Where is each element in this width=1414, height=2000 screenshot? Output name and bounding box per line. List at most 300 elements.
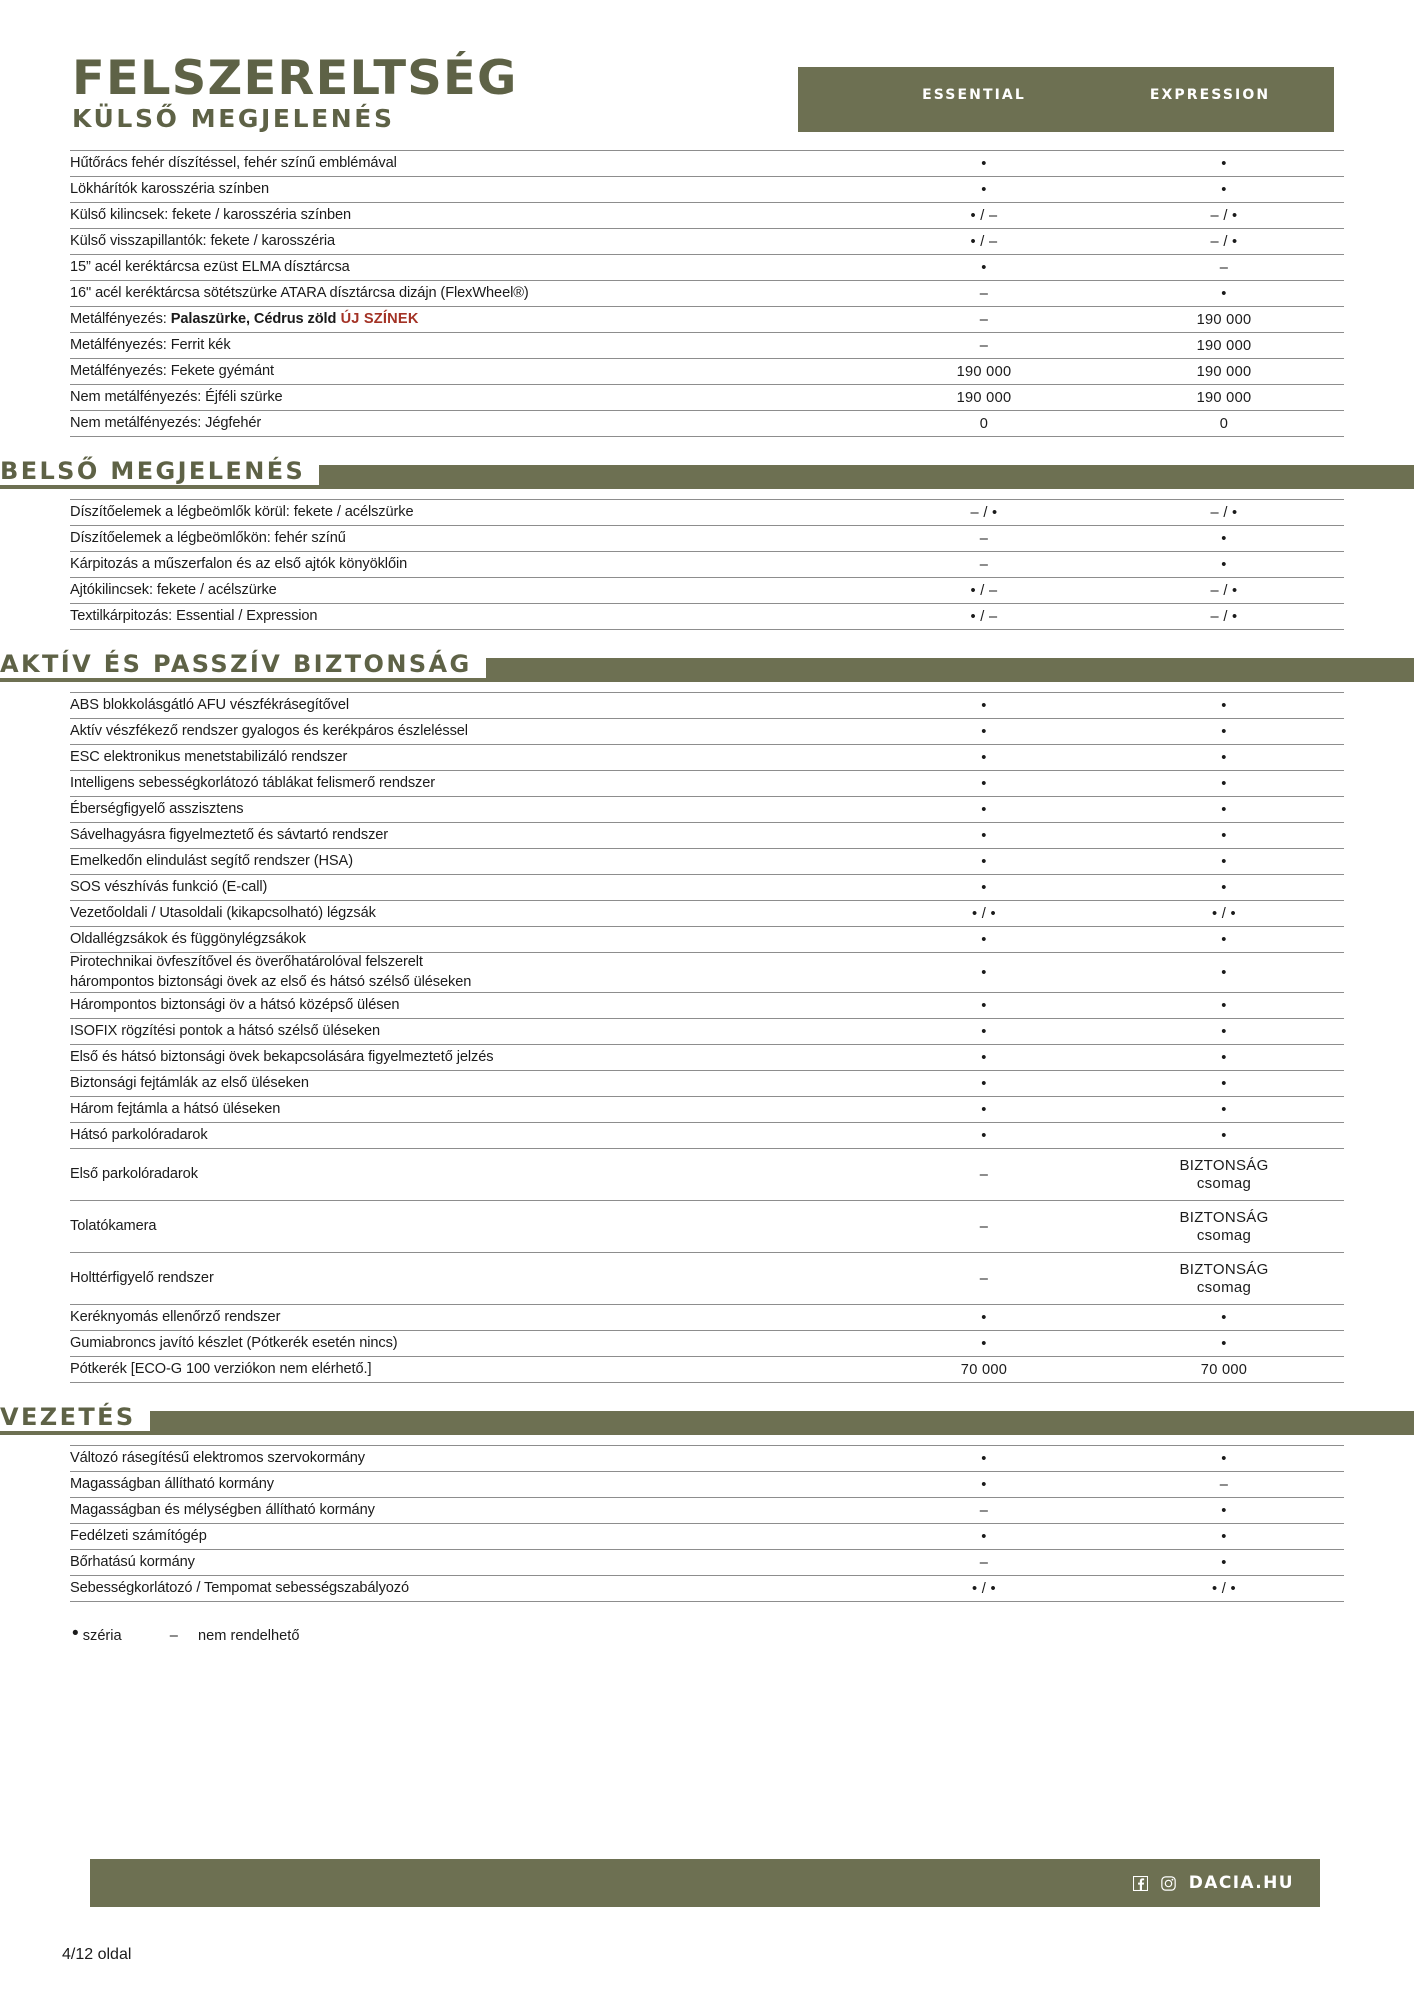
row-label-text: Hárompontos biztonsági öv a hátsó középső ülésen	[70, 996, 400, 1013]
row-value-expression	[1104, 526, 1344, 552]
value-expression-line1: BIZTONSÁG	[1179, 1156, 1269, 1174]
value-expression-text: •	[1221, 1127, 1227, 1144]
row-value-essential	[864, 500, 1104, 526]
value-essential-text: 0	[979, 415, 989, 432]
row-value-expression	[1104, 1446, 1344, 1472]
legend-dash-text: nem rendelhető	[198, 1628, 300, 1644]
row-label-text: Külső visszapillantók: fekete / karosszéria	[70, 232, 335, 249]
table-row	[70, 307, 1344, 333]
row-value-expression	[1104, 385, 1344, 411]
value-expression-text: •	[1221, 931, 1227, 948]
row-label	[70, 1071, 864, 1097]
spec-table-belso	[70, 499, 1344, 630]
row-label	[70, 901, 864, 927]
row-value-essential	[864, 953, 1104, 993]
row-value-essential	[864, 1498, 1104, 1524]
value-essential-text: •	[981, 853, 987, 870]
row-label-text: Biztonsági fejtámlák az első üléseken	[70, 1074, 309, 1091]
row-label-text: Három fejtámla a hátsó üléseken	[70, 1100, 281, 1117]
row-value-expression	[1104, 255, 1344, 281]
row-label	[70, 281, 864, 307]
row-label-text: Aktív vészfékező rendszer gyalogos és kerékpáros észleléssel	[70, 722, 468, 739]
value-essential-text: •	[981, 723, 987, 740]
value-essential-text: –	[979, 311, 989, 328]
row-label	[70, 1498, 864, 1524]
row-value-essential	[864, 1149, 1104, 1201]
row-value-essential	[864, 1446, 1104, 1472]
table-row	[70, 1576, 1344, 1602]
row-label	[70, 1357, 864, 1383]
page-number: 4/12 oldal	[62, 1946, 132, 1963]
row-label	[70, 552, 864, 578]
row-label	[70, 203, 864, 229]
row-label-text: Első és hátsó biztonsági övek bekapcsolására figyelmeztető jelzés	[70, 1048, 494, 1065]
table-row	[70, 255, 1344, 281]
value-essential-text: • / –	[970, 233, 998, 250]
row-value-essential	[864, 578, 1104, 604]
value-expression-text: – / •	[1210, 233, 1238, 250]
row-value-expression	[1104, 1045, 1344, 1071]
value-expression-text: •	[1221, 1023, 1227, 1040]
table-row	[70, 1071, 1344, 1097]
section-header-vezetes	[0, 1399, 1414, 1445]
row-value-essential	[864, 604, 1104, 630]
row-value-expression	[1104, 901, 1344, 927]
header-title-block	[72, 51, 518, 134]
row-label-text: Ajtókilincsek: fekete / acélszürke	[70, 581, 277, 598]
row-label-part: Metálfényezés:	[70, 310, 171, 327]
row-value-expression	[1104, 1550, 1344, 1576]
row-value-essential	[864, 1305, 1104, 1331]
value-expression-text: •	[1221, 1075, 1227, 1092]
row-value-essential	[864, 255, 1104, 281]
value-essential-text: • / •	[972, 905, 996, 922]
table-row	[70, 1123, 1344, 1149]
row-value-essential	[864, 1097, 1104, 1123]
row-value-essential	[864, 1576, 1104, 1602]
value-expression-text: •	[1221, 155, 1227, 172]
row-label	[70, 578, 864, 604]
row-value-essential	[864, 745, 1104, 771]
value-essential-text: • / –	[970, 582, 998, 599]
row-label	[70, 500, 864, 526]
table-row	[70, 1019, 1344, 1045]
value-expression-text: •	[1221, 964, 1227, 981]
row-label-text: Kárpitozás a műszerfalon és az első ajtók könyöklőin	[70, 555, 408, 572]
table-row	[70, 203, 1344, 229]
table-row	[70, 1045, 1344, 1071]
row-value-expression	[1104, 1019, 1344, 1045]
value-expression-text: •	[1221, 1309, 1227, 1326]
row-label	[70, 385, 864, 411]
table-row	[70, 797, 1344, 823]
value-expression-text: •	[1221, 997, 1227, 1014]
value-expression-line2: csomag	[1196, 1278, 1252, 1296]
row-label	[70, 745, 864, 771]
table-row	[70, 1550, 1344, 1576]
value-expression-text: •	[1221, 723, 1227, 740]
value-expression-line1: BIZTONSÁG	[1179, 1260, 1269, 1278]
row-label	[70, 1019, 864, 1045]
value-essential-text: • / –	[970, 207, 998, 224]
spec-table-vezetes	[70, 1445, 1344, 1602]
row-value-expression	[1104, 1071, 1344, 1097]
table-row	[70, 500, 1344, 526]
value-essential-text: •	[981, 155, 987, 172]
value-expression-text: •	[1221, 801, 1227, 818]
value-essential-text: –	[979, 1166, 989, 1183]
row-label	[70, 307, 864, 333]
row-label-part: Palaszürke, Cédrus zöld	[170, 310, 337, 327]
table-row	[70, 771, 1344, 797]
value-expression-text: •	[1221, 1335, 1227, 1352]
row-value-essential	[864, 797, 1104, 823]
value-essential-text: •	[981, 964, 987, 981]
value-expression-text: •	[1221, 1502, 1227, 1519]
value-essential-text: • / •	[972, 1580, 996, 1597]
row-value-essential	[864, 1019, 1104, 1045]
value-expression-text: • / •	[1212, 1580, 1236, 1597]
value-essential-text: •	[981, 997, 987, 1014]
row-label-text: Emelkedőn elindulást segítő rendszer (HSA)	[70, 852, 353, 869]
row-label	[70, 849, 864, 875]
row-label-text: Nem metálfényezés: Éjféli szürke	[70, 388, 283, 405]
table-row	[70, 745, 1344, 771]
spec-table-host	[0, 150, 1414, 1602]
row-value-essential	[864, 552, 1104, 578]
row-value-expression	[1104, 1253, 1344, 1305]
value-essential-text: –	[979, 337, 989, 354]
row-value-expression	[1104, 1149, 1344, 1201]
row-label-text: Gumiabroncs javító készlet (Pótkerék esetén nincs)	[70, 1334, 398, 1351]
row-value-essential	[864, 385, 1104, 411]
row-value-expression	[1104, 745, 1344, 771]
value-essential-text: •	[981, 749, 987, 766]
row-label-text: Metálfényezés: Ferrit kék	[70, 336, 231, 353]
row-value-essential	[864, 693, 1104, 719]
instagram-icon[interactable]	[1161, 1875, 1177, 1891]
row-label	[70, 1472, 864, 1498]
row-value-expression	[1104, 1123, 1344, 1149]
value-expression-text: •	[1221, 1450, 1227, 1467]
row-value-expression	[1104, 604, 1344, 630]
value-essential-text: – / •	[970, 504, 998, 521]
row-value-essential	[864, 526, 1104, 552]
table-row	[70, 1253, 1344, 1305]
table-row	[70, 177, 1344, 203]
row-label-text: Metálfényezés: Fekete gyémánt	[70, 362, 274, 379]
row-value-expression	[1104, 993, 1344, 1019]
value-essential-text: •	[981, 1450, 987, 1467]
row-label	[70, 719, 864, 745]
value-essential-text: –	[979, 285, 989, 302]
row-value-expression	[1104, 719, 1344, 745]
row-value-expression	[1104, 1524, 1344, 1550]
row-value-essential	[864, 875, 1104, 901]
row-label	[70, 177, 864, 203]
footer-url[interactable]: DACIA.HU	[1188, 1873, 1294, 1893]
legend	[72, 1624, 1414, 1646]
value-essential-text: –	[979, 1554, 989, 1571]
value-expression-text: •	[1221, 1554, 1227, 1571]
table-row	[70, 823, 1344, 849]
value-expression-text: • / •	[1212, 905, 1236, 922]
value-expression-text: •	[1221, 530, 1227, 547]
table-row	[70, 901, 1344, 927]
table-row	[70, 1498, 1344, 1524]
row-label	[70, 1253, 864, 1305]
row-value-expression	[1104, 281, 1344, 307]
row-label-text: Holttérfigyelő rendszer	[70, 1269, 214, 1286]
row-value-essential	[864, 229, 1104, 255]
row-label-text: Tolatókamera	[70, 1217, 157, 1234]
table-row	[70, 993, 1344, 1019]
spec-table-kulso	[70, 150, 1344, 437]
table-row	[70, 411, 1344, 437]
row-label-text: Éberségfigyelő asszisztens	[70, 800, 244, 817]
table-row	[70, 1472, 1344, 1498]
row-label-text: Magasságban és mélységben állítható kormány	[70, 1501, 375, 1518]
value-essential-text: •	[981, 1127, 987, 1144]
row-label	[70, 229, 864, 255]
row-label-text: ISOFIX rögzítési pontok a hátsó szélső üléseken	[70, 1022, 381, 1039]
row-value-essential	[864, 1550, 1104, 1576]
row-label-text: ESC elektronikus menetstabilizáló rendszer	[70, 748, 348, 765]
table-row	[70, 281, 1344, 307]
row-label-text: 16" acél keréktárcsa sötétszürke ATARA dísztárcsa dizájn (FlexWheel®)	[70, 284, 529, 301]
page-subtitle: KÜLSŐ MEGJELENÉS	[72, 104, 395, 134]
value-expression-line1: BIZTONSÁG	[1179, 1208, 1269, 1226]
table-row	[70, 875, 1344, 901]
table-row	[70, 1305, 1344, 1331]
section-title: AKTÍV ÉS PASSZÍV BIZTONSÁG	[0, 650, 486, 678]
value-expression-text: –	[1219, 1476, 1229, 1493]
row-label-text: Textilkárpitozás: Essential / Expression	[70, 607, 318, 624]
row-value-expression	[1104, 229, 1344, 255]
row-label-text: Pótkerék [ECO-G 100 verziókon nem elérhető.]	[70, 1360, 372, 1377]
row-label	[70, 1305, 864, 1331]
row-label-text: Első parkolóradarok	[70, 1165, 198, 1182]
value-essential-text: •	[981, 775, 987, 792]
row-label-text: Változó rásegítésű elektromos szervokormány	[70, 1449, 366, 1466]
row-label	[70, 875, 864, 901]
section-header-biztonsag	[0, 646, 1414, 692]
row-value-essential	[864, 1123, 1104, 1149]
value-essential-text: 70 000	[960, 1361, 1008, 1378]
value-essential-text: •	[981, 1049, 987, 1066]
row-value-expression	[1104, 1472, 1344, 1498]
row-value-expression	[1104, 927, 1344, 953]
value-expression-text: 190 000	[1196, 363, 1252, 380]
row-value-essential	[864, 823, 1104, 849]
table-row	[70, 359, 1344, 385]
value-essential-text: –	[979, 1218, 989, 1235]
row-value-expression	[1104, 823, 1344, 849]
value-expression-text: –	[1219, 259, 1229, 276]
row-value-expression	[1104, 849, 1344, 875]
value-essential-text: •	[981, 879, 987, 896]
table-row	[70, 1149, 1344, 1201]
value-essential-text: •	[981, 697, 987, 714]
value-essential-text: 190 000	[956, 363, 1012, 380]
row-label	[70, 993, 864, 1019]
value-essential-text: •	[981, 259, 987, 276]
row-label-text: Díszítőelemek a légbeömlők körül: fekete / acélszürke	[70, 503, 414, 520]
row-value-essential	[864, 1071, 1104, 1097]
row-label-text: Hűtőrács fehér díszítéssel, fehér színű emblémával	[70, 154, 397, 171]
row-value-essential	[864, 1045, 1104, 1071]
row-value-essential	[864, 719, 1104, 745]
value-essential-text: –	[979, 1502, 989, 1519]
value-expression-text: – / •	[1210, 207, 1238, 224]
row-value-expression	[1104, 177, 1344, 203]
value-essential-text: •	[981, 801, 987, 818]
row-value-expression	[1104, 500, 1344, 526]
value-expression-text: •	[1221, 879, 1227, 896]
table-row	[70, 229, 1344, 255]
value-expression-text: – / •	[1210, 582, 1238, 599]
row-value-expression	[1104, 333, 1344, 359]
value-expression-text: – / •	[1210, 504, 1238, 521]
section-title: BELSŐ MEGJELENÉS	[0, 457, 319, 485]
page-title: FELSZERELTSÉG	[72, 51, 518, 106]
value-expression-line2: csomag	[1196, 1226, 1252, 1244]
row-label-text: Hátsó parkolóradarok	[70, 1126, 208, 1143]
row-label	[70, 1045, 864, 1071]
section-title: VEZETÉS	[0, 1403, 150, 1431]
row-value-essential	[864, 307, 1104, 333]
row-value-expression	[1104, 771, 1344, 797]
table-row	[70, 719, 1344, 745]
row-value-expression	[1104, 359, 1344, 385]
value-expression-text: •	[1221, 853, 1227, 870]
value-expression-text: •	[1221, 181, 1227, 198]
row-value-expression	[1104, 1097, 1344, 1123]
table-row	[70, 385, 1344, 411]
value-essential-text: •	[981, 1101, 987, 1118]
value-essential-text: •	[981, 1476, 987, 1493]
value-expression-text: •	[1221, 285, 1227, 302]
value-essential-text: •	[981, 1023, 987, 1040]
row-value-essential	[864, 359, 1104, 385]
table-row	[70, 693, 1344, 719]
table-row	[70, 1357, 1344, 1383]
section-band	[0, 1411, 1414, 1435]
table-row	[70, 1331, 1344, 1357]
table-row	[70, 1446, 1344, 1472]
row-value-expression	[1104, 693, 1344, 719]
row-value-expression	[1104, 1305, 1344, 1331]
spec-table-biztonsag	[70, 692, 1344, 1383]
row-label	[70, 1446, 864, 1472]
row-label	[70, 526, 864, 552]
row-value-expression	[1104, 1331, 1344, 1357]
value-essential-text: –	[979, 556, 989, 573]
row-label	[70, 1524, 864, 1550]
table-row	[70, 927, 1344, 953]
row-label	[70, 411, 864, 437]
row-value-essential	[864, 1524, 1104, 1550]
value-expression-text: •	[1221, 1101, 1227, 1118]
value-expression-text: 190 000	[1196, 311, 1252, 328]
row-value-essential	[864, 177, 1104, 203]
row-label-text: Sebességkorlátozó / Tempomat sebességszabályozó	[70, 1579, 409, 1596]
value-expression-text: 190 000	[1196, 389, 1252, 406]
row-value-essential	[864, 901, 1104, 927]
row-label	[70, 1201, 864, 1253]
row-label-text: Nem metálfényezés: Jégfehér	[70, 414, 262, 431]
value-expression-text: •	[1221, 1528, 1227, 1545]
table-row	[70, 953, 1344, 993]
row-label-text: Keréknyomás ellenőrző rendszer	[70, 1308, 281, 1325]
row-label	[70, 1097, 864, 1123]
page-header	[0, 40, 1414, 150]
table-row	[70, 849, 1344, 875]
row-value-essential	[864, 1201, 1104, 1253]
row-value-expression	[1104, 1498, 1344, 1524]
value-expression-text: •	[1221, 775, 1227, 792]
row-label	[70, 771, 864, 797]
row-label-line1: Pirotechnikai övfeszítővel és överőhatárolóval felszerelt	[70, 954, 423, 971]
row-label-text: ABS blokkolásgátló AFU vészfékrásegítővel	[70, 696, 349, 713]
table-row	[70, 1524, 1344, 1550]
row-value-essential	[864, 1357, 1104, 1383]
row-label	[70, 693, 864, 719]
row-label	[70, 1123, 864, 1149]
row-label-text: Díszítőelemek a légbeömlőkön: fehér színű	[70, 529, 346, 546]
table-row	[70, 526, 1344, 552]
row-value-expression	[1104, 1201, 1344, 1253]
row-label-text: 15” acél keréktárcsa ezüst ELMA dísztárcsa	[70, 258, 350, 275]
footer-bar	[90, 1859, 1320, 1907]
value-expression-text: – / •	[1210, 608, 1238, 625]
row-label-text: Magasságban állítható kormány	[70, 1475, 274, 1492]
row-value-essential	[864, 993, 1104, 1019]
row-label-text: Vezetőoldali / Utasoldali (kikapcsolható) légzsák	[70, 904, 376, 921]
value-essential-text: –	[979, 530, 989, 547]
facebook-icon[interactable]	[1133, 1875, 1149, 1891]
table-row	[70, 578, 1344, 604]
table-row	[70, 1201, 1344, 1253]
row-label-text: Bőrhatású kormány	[70, 1553, 195, 1570]
row-value-expression	[1104, 552, 1344, 578]
row-value-essential	[864, 771, 1104, 797]
row-label-line2: hárompontos biztonsági övek az első és hátsó szélső üléseken	[70, 973, 472, 990]
section-header-belso	[0, 453, 1414, 499]
row-label-text: Fedélzeti számítógép	[70, 1527, 207, 1544]
value-expression-text: 70 000	[1200, 1361, 1248, 1378]
row-label-text: Lökhárítók karosszéria színben	[70, 180, 269, 197]
row-value-essential	[864, 1253, 1104, 1305]
row-value-expression	[1104, 411, 1344, 437]
value-expression-text: •	[1221, 556, 1227, 573]
value-expression-text: 190 000	[1196, 337, 1252, 354]
row-value-essential	[864, 927, 1104, 953]
row-value-essential	[864, 849, 1104, 875]
value-essential-text: •	[981, 827, 987, 844]
row-value-essential	[864, 1472, 1104, 1498]
row-label	[70, 604, 864, 630]
value-essential-text: •	[981, 1335, 987, 1352]
row-value-essential	[864, 203, 1104, 229]
row-label	[70, 1149, 864, 1201]
row-value-expression	[1104, 578, 1344, 604]
row-label	[70, 151, 864, 177]
table-row	[70, 333, 1344, 359]
table-row	[70, 552, 1344, 578]
row-label	[70, 359, 864, 385]
value-essential-text: •	[981, 1075, 987, 1092]
